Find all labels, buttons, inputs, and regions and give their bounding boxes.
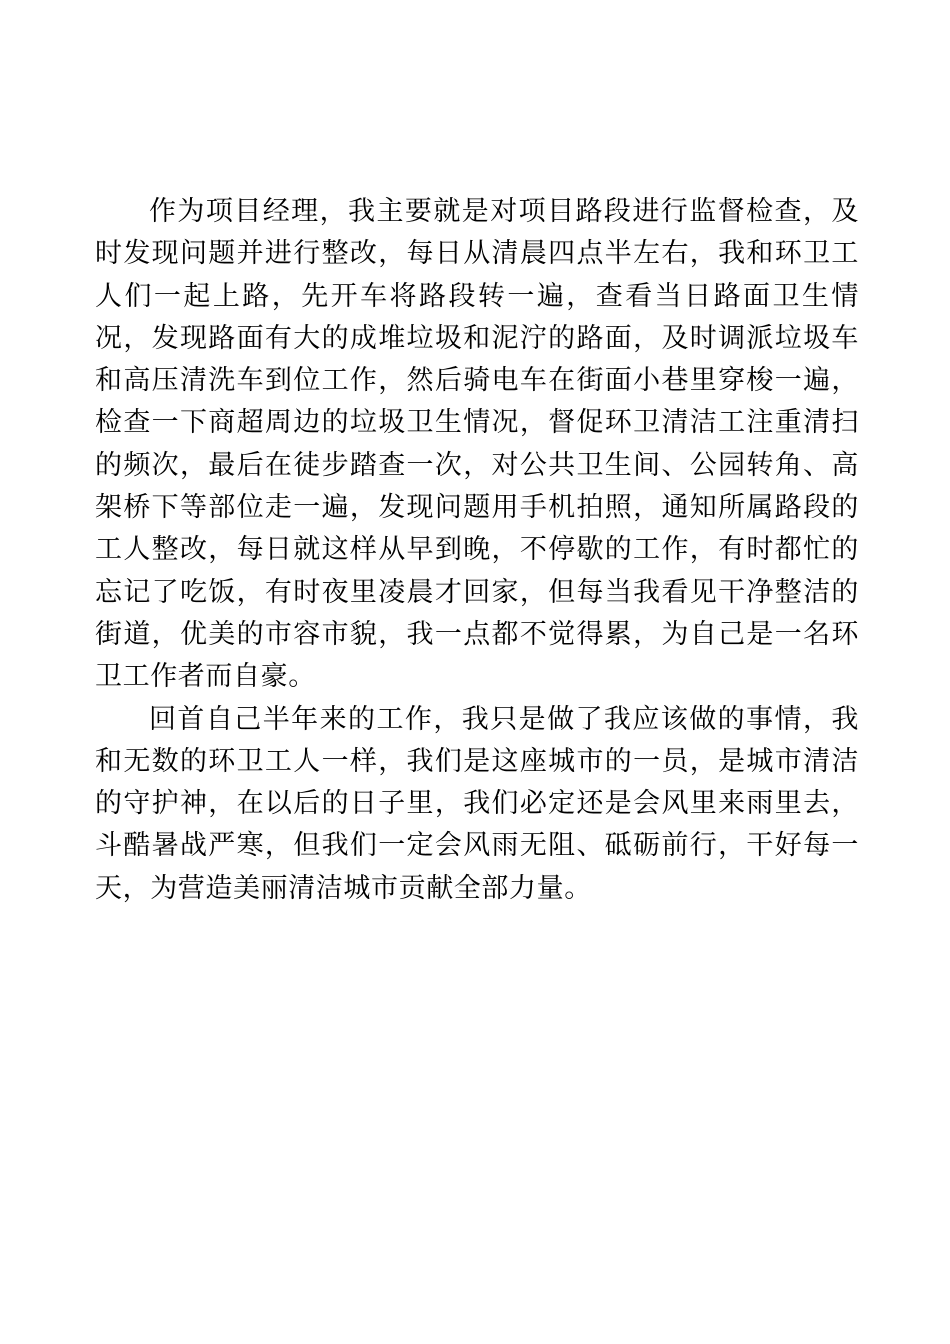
paragraph-2: 回首自己半年来的工作，我只是做了我应该做的事情，我和无数的环卫工人一样，我们是这座城市的一员，是城市清洁的守护神，在以后的日子里，我们必定还是会风里来雨里去，斗酷暑战严寒，但我们一定会风雨无阻、砥砺前行，干好每一天，为营造美丽清洁城市贡献全部力量。 bbox=[95, 703, 859, 904]
paragraph-1: 作为项目经理，我主要就是对项目路段进行监督检查，及时发现问题并进行整改，每日从清晨四点半左右，我和环卫工人们一起上路，先开车将路段转一遍，查看当日路面卫生情况，发现路面有大的成堆垃圾和泥泞的路面，及时调派垃圾车和高压清洗车到位工作，然后骑电车在街面小巷里穿梭一遍，检查一下商超周边的垃圾卫生情况，督促环卫清洁工注重清扫的频次，最后在徒步踏查一次，对公共卫生间、公园转角、高架桥下等部位走一遍，发现问题用手机拍照，通知所属路段的工人整改，每日就这样从早到晚，不停歇的工作，有时都忙的忘记了吃饭，有时夜里凌晨才回家，但每当我看见干净整洁的街道，优美的市容市貌，我一点都不觉得累，为自己是一名环卫工作者而自豪。 bbox=[95, 196, 859, 693]
document-body bbox=[95, 191, 859, 910]
